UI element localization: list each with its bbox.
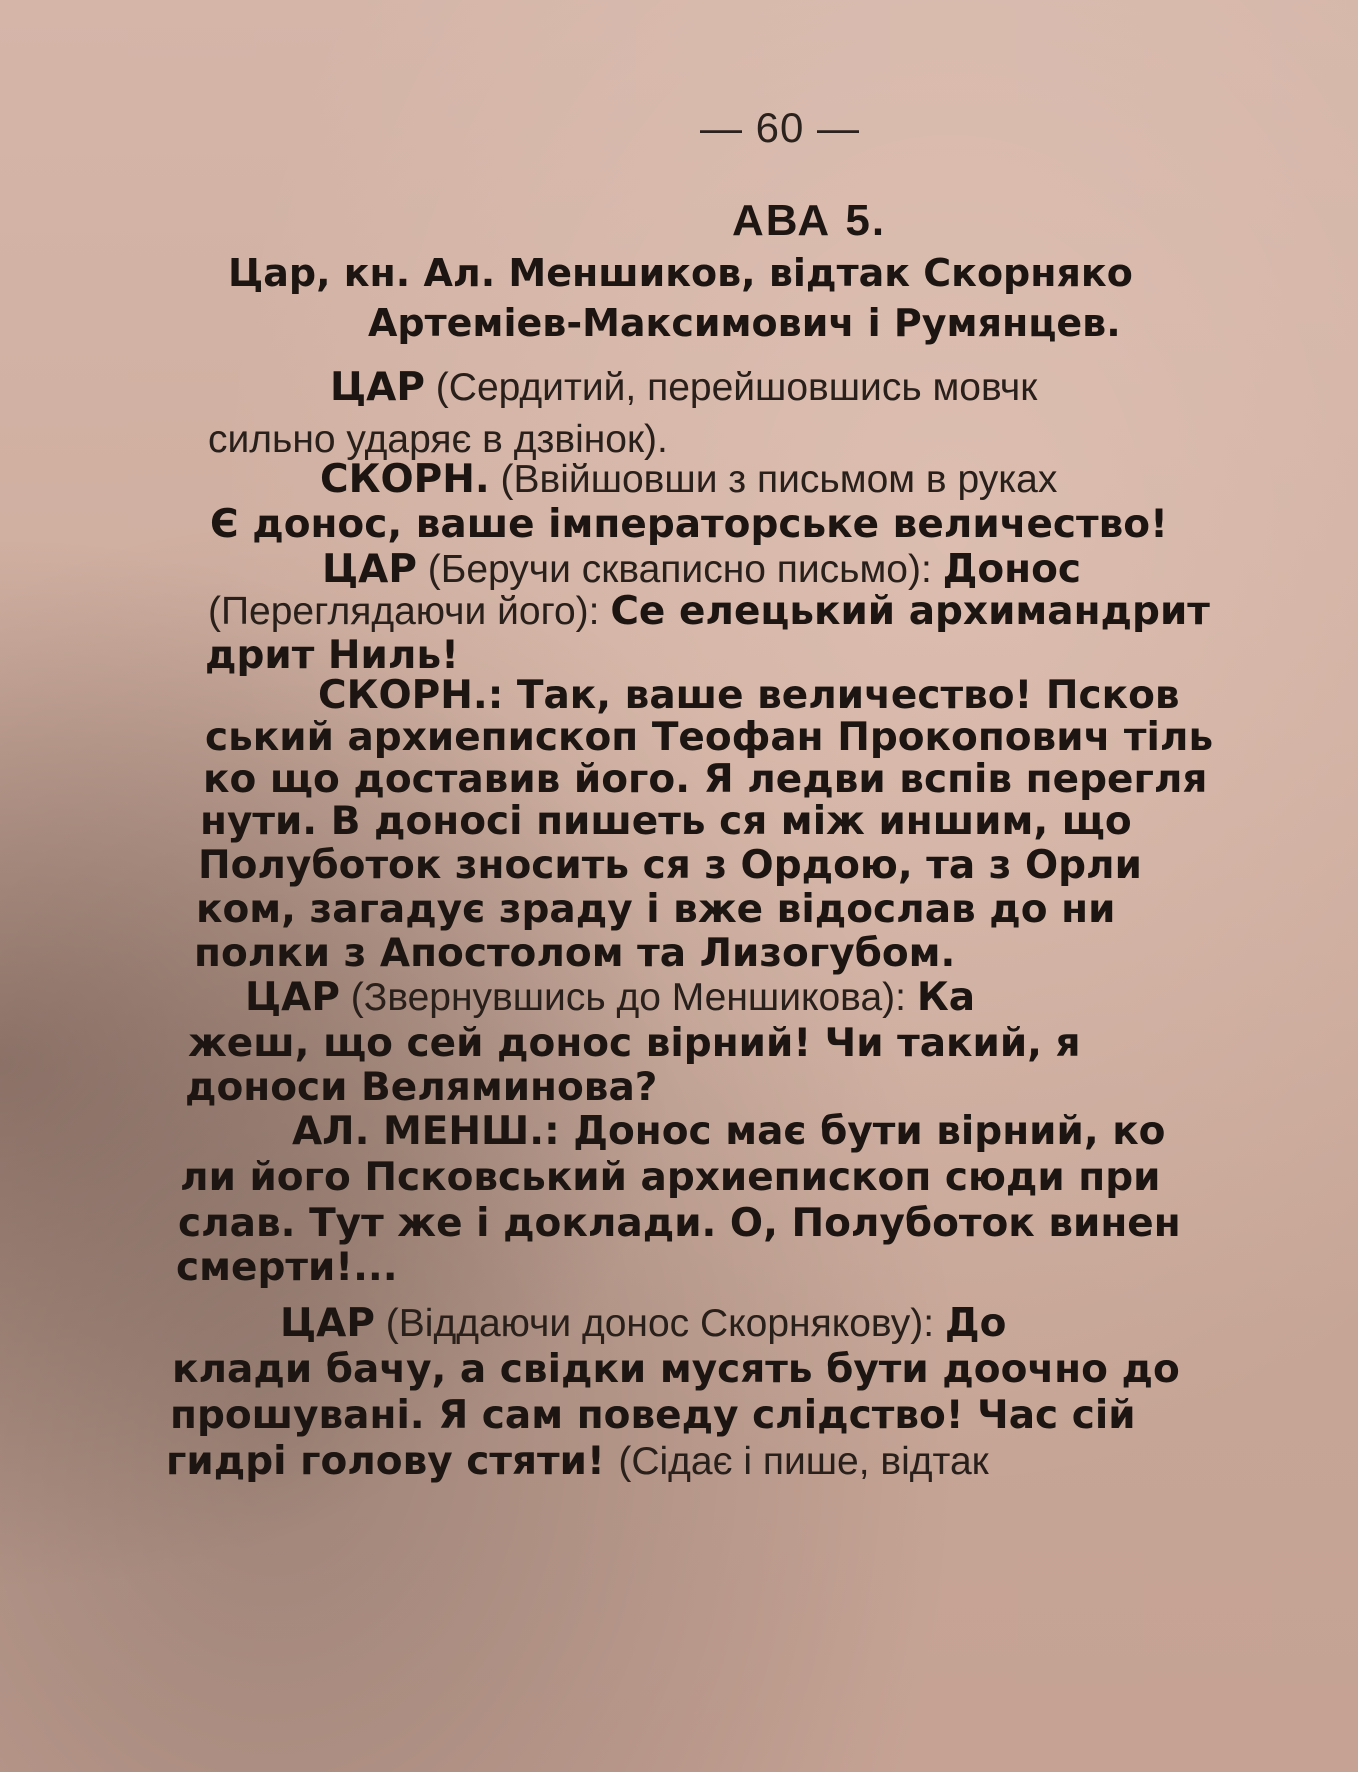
speech-text: Донос: [942, 547, 1082, 592]
dialogue-line: [245, 975, 976, 1020]
dialogue-line: [292, 1109, 1166, 1154]
stage-direction: (Звернувшись до Меншикова):: [339, 976, 917, 1019]
page-number: — 60 —: [700, 104, 861, 151]
dialogue-line: [320, 457, 1058, 502]
speech-text: прошувані. Я сам поведу слідство! Час сій: [170, 1393, 1136, 1438]
dialogue-line: [203, 757, 1208, 802]
speech-text: доноси Веляминова?: [185, 1065, 658, 1110]
speaker-name: АЛ. МЕНШ.: [292, 1109, 545, 1154]
speech-text: Се елецький архимандрит: [610, 589, 1210, 634]
dialogue-line: [322, 547, 1082, 592]
stage-direction: (Ввійшовши з письмом в руках: [489, 458, 1058, 501]
dialogue-line: [205, 633, 459, 678]
speech-text: слав. Тут же і доклади. О, Полуботок винен: [178, 1201, 1181, 1246]
dialogue-line: [194, 931, 956, 976]
speech-text: Є донос, ваше імператорське величество!: [210, 502, 1168, 547]
speaker-name: СКОРН.: [318, 673, 488, 718]
dialogue-line: [200, 799, 1132, 844]
speech-text: Полуботок зносить ся з Ордою, та з Орли: [198, 843, 1142, 888]
speaker-name: ЦАР: [245, 975, 340, 1020]
speech-text: клади бачу, а свідки мусять бути доочно до: [172, 1347, 1180, 1392]
speech-text: : Так, ваше величество! Псков: [487, 673, 1180, 718]
stage-direction: (Сердитий, перейшовшись мовчк: [424, 366, 1038, 409]
dialogue-line: [178, 1201, 1181, 1246]
dialogue-line: [205, 715, 1214, 760]
speech-text: ком, загадує зраду і вже відослав до ни: [196, 887, 1116, 932]
speech-text: До: [944, 1301, 1007, 1346]
dialogue-line: [185, 1065, 658, 1110]
speech-text: гидрі голову стяти!: [166, 1439, 619, 1484]
speaker-name: ЦАР: [280, 1301, 375, 1346]
speaker-name: ЦАР: [330, 365, 425, 410]
dialogue-line: [196, 887, 1116, 932]
stage-direction: (Переглядаючи його):: [208, 590, 611, 633]
stage-direction: (Беручи скваписно письмо):: [416, 548, 943, 591]
dialogue-line: [280, 1301, 1007, 1346]
speech-text: нути. В доносі пишеть ся між иншим, що: [200, 799, 1132, 844]
scene-title: АВА 5.: [732, 196, 887, 245]
characters-line-2: Артеміев-Максимович і Румянцев.: [368, 301, 1121, 345]
dialogue-line: [330, 365, 1038, 410]
speech-text: : Донос має бути вірний, ко: [544, 1109, 1166, 1154]
speech-text: ко що доставив його. Я ледви вспів перегля: [203, 757, 1208, 802]
dialogue-line: [318, 673, 1180, 718]
stage-direction: (Віддаючи донос Скорнякову):: [374, 1302, 945, 1345]
dialogue-line: [208, 420, 668, 459]
speech-text: дрит Ниль!: [205, 633, 459, 678]
dialogue-line: [170, 1393, 1136, 1438]
stage-direction: (Сідає і пише, відтак: [618, 1440, 989, 1483]
speech-text: смерти!...: [176, 1245, 398, 1290]
speaker-name: СКОРН.: [320, 457, 490, 502]
dialogue-line: [198, 843, 1142, 888]
speech-text: жеш, що сей донос вірний! Чи такий, я: [188, 1021, 1081, 1066]
speech-text: ський архиепископ Теофан Прокопович тіль: [205, 715, 1214, 760]
speech-text: Ка: [916, 975, 976, 1020]
speech-text: ли його Псковський архиепископ сюди при: [180, 1155, 1161, 1200]
dialogue-line: [210, 502, 1168, 547]
dialogue-line: [180, 1155, 1161, 1200]
dialogue-line: [172, 1347, 1180, 1392]
speaker-name: ЦАР: [322, 547, 417, 592]
characters-line-1: Цар, кн. Ал. Меншиков, відтак Скорняко: [228, 251, 1133, 295]
stage-direction: сильно ударяє в дзвінок).: [208, 418, 668, 461]
dialogue-line: [176, 1245, 398, 1290]
dialogue-line: [208, 589, 1210, 634]
dialogue-line: [166, 1439, 989, 1484]
speech-text: полки з Апостолом та Лизогубом.: [194, 931, 956, 976]
dialogue-line: [188, 1021, 1081, 1066]
